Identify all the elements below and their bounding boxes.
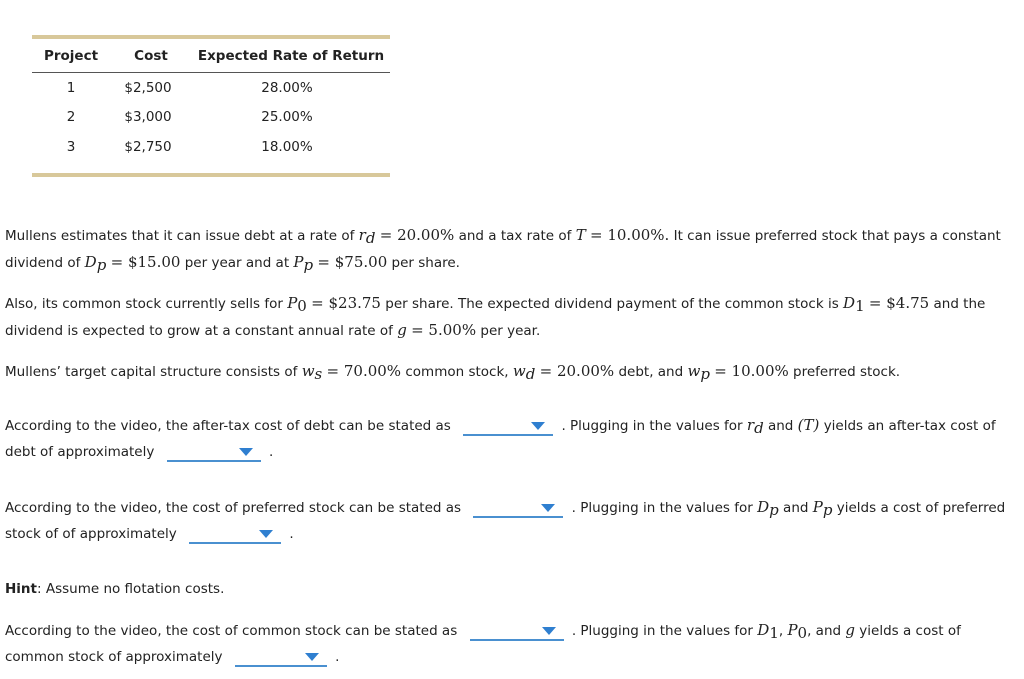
value-wp: = 10.00% bbox=[714, 362, 789, 380]
text: per share. bbox=[391, 255, 460, 271]
value-d1: = $4.75 bbox=[868, 294, 930, 312]
symbol-P: P bbox=[287, 294, 298, 312]
cell-project: 1 bbox=[66, 79, 76, 96]
text: . Plugging in the values for bbox=[571, 500, 753, 516]
text: According to the video, the cost of preferred stock can be stated as bbox=[5, 500, 462, 516]
symbol-w: w bbox=[301, 362, 315, 380]
subscript-p: p bbox=[822, 501, 833, 519]
after-tax-cost-of-debt-formula-dropdown[interactable] bbox=[463, 416, 553, 436]
value-wd: = 20.00% bbox=[539, 362, 615, 380]
symbol-w: w bbox=[512, 362, 526, 380]
debt-preferred-paragraph bbox=[5, 222, 1015, 276]
hint-label: Hint bbox=[5, 581, 37, 597]
text: yields a cost of bbox=[859, 623, 961, 639]
text: . Plugging in the values for bbox=[561, 418, 743, 434]
text: debt of approximately bbox=[5, 444, 155, 460]
header-cost: Cost bbox=[110, 39, 192, 73]
header-project: Project bbox=[32, 39, 110, 73]
chevron-down-icon bbox=[541, 504, 555, 512]
symbol-w: w bbox=[687, 362, 701, 380]
value-p0: = $23.75 bbox=[311, 294, 381, 312]
text: and bbox=[783, 500, 809, 516]
text: dividend of bbox=[5, 255, 81, 271]
cell-project: 3 bbox=[66, 139, 76, 155]
subscript-p: p bbox=[700, 365, 710, 383]
text: dividend is expected to grow at a constant annual rate of bbox=[5, 323, 393, 339]
subscript-s: s bbox=[314, 365, 323, 383]
cell-cost: $3,000 bbox=[124, 108, 172, 125]
text: per year. bbox=[480, 323, 541, 339]
value-ws: = 70.00% bbox=[326, 362, 402, 380]
cell-rate: 25.00% bbox=[261, 108, 313, 125]
subscript-d: d bbox=[754, 419, 764, 437]
text: , bbox=[778, 623, 784, 639]
symbol-D: D bbox=[757, 621, 770, 639]
cell-rate: 28.00% bbox=[261, 79, 313, 96]
value-rd: = 20.00% bbox=[379, 226, 455, 244]
text: Mullens estimates that it can issue debt at a rate of bbox=[5, 228, 355, 244]
after-tax-cost-of-debt-value-dropdown[interactable] bbox=[167, 442, 261, 462]
text: . bbox=[289, 526, 294, 542]
cell-project: 2 bbox=[66, 108, 76, 125]
chevron-down-icon bbox=[531, 422, 545, 430]
cost-of-preferred-formula-dropdown[interactable] bbox=[473, 498, 563, 518]
text: , and bbox=[807, 623, 842, 639]
symbol-r: r bbox=[746, 416, 755, 434]
value-pp: = $75.00 bbox=[317, 253, 388, 271]
text: common stock of approximately bbox=[5, 649, 223, 665]
cost-of-common-formula-dropdown[interactable] bbox=[470, 621, 564, 641]
table-row bbox=[32, 102, 390, 131]
text: and the bbox=[933, 296, 986, 312]
subscript-1: 1 bbox=[855, 297, 865, 315]
text: yields a cost of preferred bbox=[836, 500, 1006, 516]
cost-of-common-stock-question bbox=[5, 617, 1015, 671]
value-g: = 5.00% bbox=[411, 321, 477, 339]
value-tax-rate: = 10.00%. bbox=[590, 226, 670, 244]
symbol-P: P bbox=[812, 498, 823, 516]
header-expected-rate: Expected Rate of Return bbox=[192, 39, 390, 73]
value-dp: = $15.00 bbox=[110, 253, 181, 271]
after-tax-cost-of-debt-question bbox=[5, 412, 1015, 466]
text: and bbox=[767, 418, 794, 434]
text: per year and at bbox=[184, 255, 290, 271]
projects-table-container bbox=[32, 35, 390, 177]
common-stock-paragraph bbox=[5, 290, 1015, 344]
chevron-down-icon bbox=[542, 627, 556, 635]
text: debt, and bbox=[618, 364, 684, 380]
text: Also, its common stock currently sells for bbox=[5, 296, 283, 312]
cost-of-preferred-value-dropdown[interactable] bbox=[189, 524, 281, 544]
subscript-p: p bbox=[769, 501, 779, 519]
projects-table bbox=[32, 39, 390, 173]
text: Mullens’ target capital structure consists of bbox=[5, 364, 298, 380]
subscript-0: 0 bbox=[797, 624, 808, 642]
capital-structure-paragraph bbox=[5, 358, 1015, 385]
cell-cost: $2,500 bbox=[124, 79, 172, 96]
cost-of-preferred-stock-question bbox=[5, 494, 1015, 548]
symbol-D: D bbox=[757, 498, 770, 516]
subscript-0: 0 bbox=[297, 297, 307, 315]
subscript-p: p bbox=[96, 256, 107, 274]
subscript-d: d bbox=[365, 229, 376, 247]
symbol-P: P bbox=[787, 621, 798, 639]
text: common stock, bbox=[405, 364, 509, 380]
cost-of-common-value-dropdown[interactable] bbox=[235, 647, 327, 667]
text: preferred stock. bbox=[793, 364, 901, 380]
symbol-g: g bbox=[397, 321, 407, 339]
cell-rate: 18.00% bbox=[261, 139, 313, 155]
subscript-1: 1 bbox=[769, 624, 779, 642]
text: . bbox=[268, 444, 274, 460]
text: It can issue preferred stock that pays a constant bbox=[673, 228, 1001, 244]
text: yields an after-tax cost of bbox=[823, 418, 996, 434]
text: . Plugging in the values for bbox=[571, 623, 753, 639]
symbol-g: g bbox=[845, 621, 855, 639]
text: According to the video, the cost of common stock can be stated as bbox=[5, 623, 458, 639]
symbol-D: D bbox=[84, 253, 97, 271]
hint-text: : Assume no flotation costs. bbox=[37, 581, 225, 597]
text: . bbox=[335, 649, 340, 665]
table-row bbox=[32, 73, 390, 103]
subscript-d: d bbox=[525, 365, 536, 383]
text: stock of of approximately bbox=[5, 526, 177, 542]
hint bbox=[5, 576, 1015, 603]
symbol-D: D bbox=[843, 294, 856, 312]
text: per share. The expected dividend payment of the common stock is bbox=[385, 296, 839, 312]
symbol-T-paren: (T) bbox=[797, 416, 820, 434]
subscript-p: p bbox=[303, 256, 314, 274]
table-row bbox=[32, 131, 390, 163]
chevron-down-icon bbox=[239, 448, 253, 456]
symbol-r: r bbox=[358, 226, 366, 244]
table-header-row bbox=[32, 39, 390, 73]
text: According to the video, the after-tax cost of debt can be stated as bbox=[5, 418, 451, 434]
cell-cost: $2,750 bbox=[124, 139, 172, 155]
chevron-down-icon bbox=[259, 530, 273, 538]
chevron-down-icon bbox=[305, 653, 319, 661]
table-bottom-rule bbox=[32, 173, 390, 177]
text: and a tax rate of bbox=[458, 228, 572, 244]
symbol-P: P bbox=[293, 253, 304, 271]
symbol-T: T bbox=[575, 226, 586, 244]
